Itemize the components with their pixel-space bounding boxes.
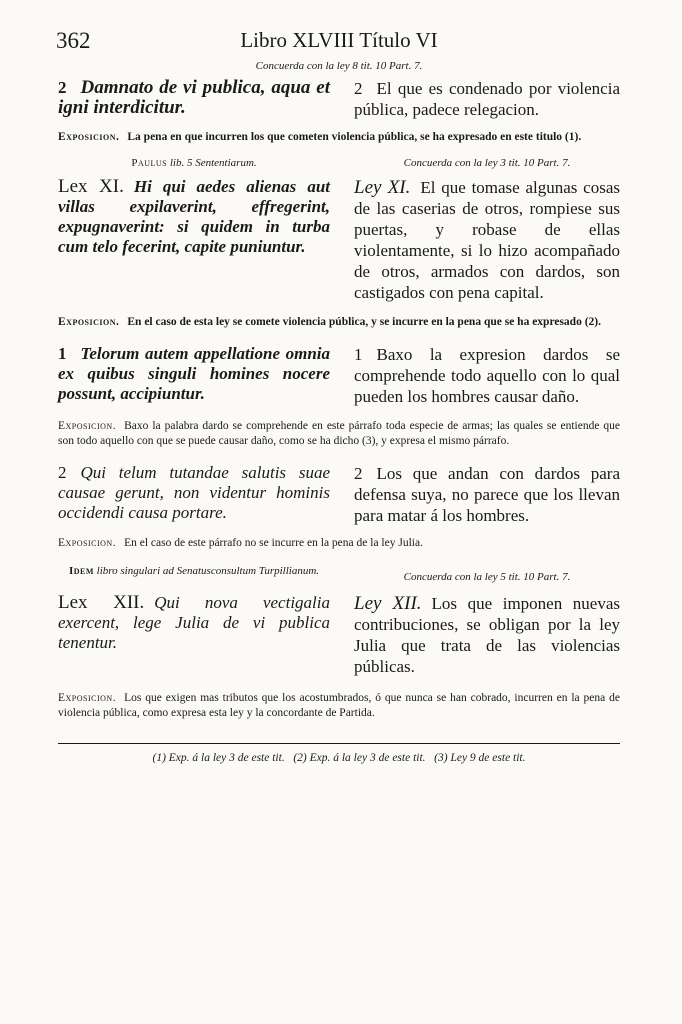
footnote-1: (1) Exp. á la ley 3 de este tit. [152, 752, 285, 764]
latin-source: Paulus lib. 5 Sententiarum. [131, 157, 257, 169]
page-header [58, 24, 620, 54]
spanish-text: 2 Los que andan con dardos para defensa suya, no parece que los llevan para matar á los hombres. [354, 464, 620, 525]
latin-source: Idem libro singulari ad Senatusconsultum Turpillianum. [68, 565, 320, 577]
latin-text: Lex XII. Qui nova vectigalia exercent, lege Julia de vi publica tenentur. [58, 592, 330, 652]
page-number: 362 [56, 28, 91, 53]
spanish-text: 1 Baxo la expresion dardos se comprehende todo aquello con lo qual pueden los hombres causar daño. [354, 345, 620, 406]
spanish-source: Concuerda con la ley 5 tit. 10 Part. 7. [403, 571, 571, 583]
paragraph-1 [58, 344, 620, 407]
exposition-2: Exposicion. En el caso de esta ley se comete violencia pública, y se incurre en la pena que se ha expresado (2). [58, 316, 601, 328]
lex-12-sources [58, 565, 620, 583]
spanish-source: Concuerda con la ley 3 tit. 10 Part. 7. [403, 157, 571, 169]
exposition-5: Exposicion. Los que exigen mas tributos que los acostumbrados, ó que nunca se han cobrado, incurren en la pena de violencia pública, como expresa esta ley y la concordante de Partida. [58, 692, 620, 719]
spanish-text: 2 El que es condenado por violencia pública, padece relegacion. [354, 79, 620, 119]
spanish-text: Ley XI. El que tomase algunas cosas de las caserias de otros, rompiese sus puertas, y robase de ellas violentamente, si lo hizo acompañado de otros, armados con dardos, son castigados con pena capital. [354, 177, 620, 302]
footnote-rule [58, 743, 620, 744]
exposition-3: Exposicion. Baxo la palabra dardo se comprehende en este párrafo toda especie de armas; las quales se entiende que son todo aquello con que se puede causar daño, como se ha dicho (3), y expresa el mismo párrafo. [58, 420, 620, 447]
footnote-3: (3) Ley 9 de este tit. [434, 752, 526, 764]
paragraph-2-second [58, 463, 620, 526]
exposition-4: Exposicion. En el caso de este párrafo no se incurre en la pena de la ley Julia. [58, 537, 423, 549]
lex-12 [58, 593, 620, 677]
running-title: Libro XLVIII Título VI [240, 28, 438, 52]
paragraph-2-first [58, 78, 620, 120]
lex-11-sources [58, 157, 620, 169]
latin-text: 2 Damnato de vi publica, aqua et igni interdicitur. [58, 77, 330, 118]
footnotes [58, 752, 620, 764]
exposition-1: Exposicion. La pena en que incurren los que cometen violencia pública, se ha expresado en este titulo (1). [58, 131, 582, 143]
latin-text: 2 Qui telum tutandae salutis suae causae gerunt, non videntur hominis occidendi causa portare. [58, 463, 330, 522]
lex-11 [58, 177, 620, 303]
footnote-2: (2) Exp. á la ley 3 de este tit. [293, 752, 426, 764]
latin-text: Lex XI. Hi qui aedes alienas aut villas expilaverint, effregerint, expugnaverint: si quidem in turba cum telo fecerint, capite puniuntur. [58, 176, 330, 256]
spanish-text: Ley XII. Los que imponen nuevas contribuciones, se obligan por la ley Julia que trata de las violencias públicas. [354, 593, 620, 676]
concordance-note: Concuerda con la ley 8 tit. 10 Part. 7. [255, 60, 423, 72]
page [58, 24, 620, 764]
latin-text: 1 Telorum autem appellatione omnia ex quibus singuli homines nocere possunt, accipiuntur. [58, 344, 330, 403]
